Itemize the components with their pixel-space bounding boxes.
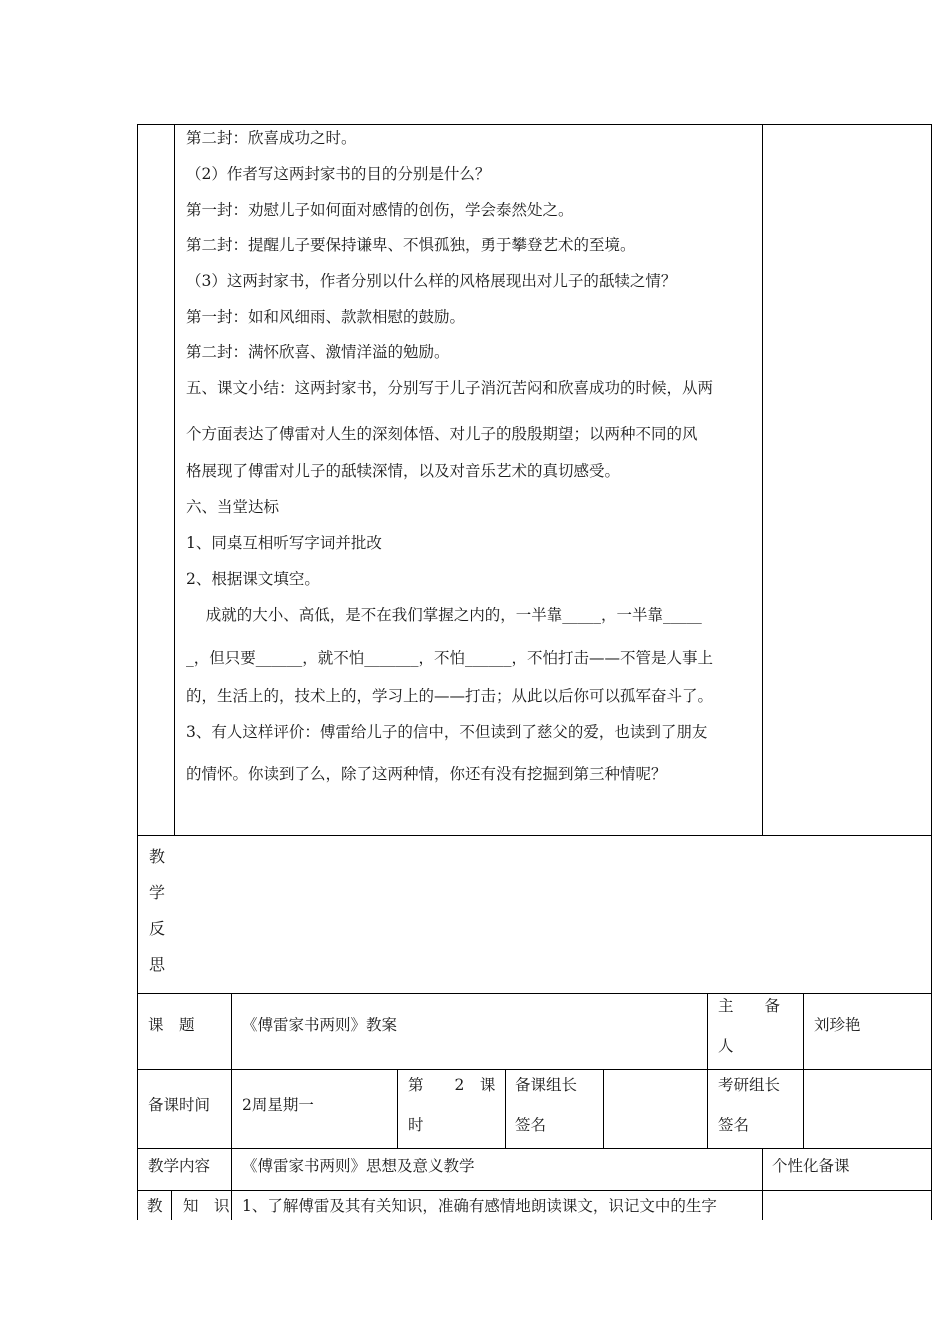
lesson-label: 第 2 课 <box>408 1076 496 1094</box>
content-line: 五、课文小结：这两封家书，分别写于儿子消沉苦闷和欣喜成功的时候，从两 <box>186 379 714 397</box>
content-line: 2、根据课文填空。 <box>186 570 320 588</box>
content-label: 教学内容 <box>148 1157 211 1175</box>
time-value: 2周星期一 <box>242 1096 314 1114</box>
knowledge-label: 知 识 <box>183 1197 230 1215</box>
content-line: 格展现了傅雷对儿子的舐犊深情，以及对音乐艺术的真切感受。 <box>186 462 621 480</box>
topic-label: 课 题 <box>148 1016 195 1034</box>
reflection-label-char: 反 <box>148 919 165 938</box>
content-line: （2）作者写这两封家书的目的分别是什么？ <box>186 165 491 183</box>
content-line: 个方面表达了傅雷对人生的深刻体悟、对儿子的殷殷期望；以两种不同的风 <box>186 425 698 443</box>
content-line: 第二封：提醒儿子要保持谦卑、不惧孤独，勇于攀登艺术的至境。 <box>186 236 636 254</box>
preparer-value: 刘珍艳 <box>814 1016 861 1034</box>
reflection-label-char: 教 <box>148 847 165 866</box>
content-line: 3、有人这样评价：傅雷给儿子的信中，不但读到了慈父的爱，也读到了朋友 <box>186 723 708 741</box>
content-line: 的情怀。你读到了么，除了这两种情，你还有没有挖掘到第三种情呢？ <box>186 765 667 783</box>
content-line: 的，生活上的，技术上的，学习上的——打击；从此以后你可以孤军奋斗了。 <box>186 687 714 705</box>
group-leader-label: 备课组长 <box>515 1076 578 1094</box>
reflection-label-char: 思 <box>148 955 165 974</box>
goal-label-char: 教 <box>147 1197 163 1215</box>
time-label: 备课时间 <box>148 1096 211 1114</box>
content-value: 《傅雷家书两则》思想及意义教学 <box>242 1157 475 1175</box>
research-leader-label-cont: 签名 <box>718 1116 750 1134</box>
content-line: 第一封：劝慰儿子如何面对感情的创伤，学会泰然处之。 <box>186 201 574 219</box>
content-line: 成就的大小、高低，是不在我们掌握之内的，一半靠_____，一半靠_____ <box>186 606 702 624</box>
group-leader-label-cont: 签名 <box>515 1116 547 1134</box>
content-line: 六、当堂达标 <box>186 498 280 516</box>
knowledge-value: 1、了解傅雷及其有关知识，准确有感情地朗读课文，识记文中的生字 <box>242 1197 717 1215</box>
preparer-label-cont: 人 <box>718 1037 734 1055</box>
reflection-label-char: 学 <box>148 883 165 902</box>
content-line: 第二封：欣喜成功之时。 <box>186 129 357 147</box>
research-leader-label: 考研组长 <box>718 1076 781 1094</box>
content-line: （3）这两封家书，作者分别以什么样的风格展现出对儿子的舐犊之情？ <box>186 272 677 290</box>
content-line: _，但只要______，就不怕_______，不怕______，不怕打击——不管是人事上 <box>186 649 714 667</box>
lesson-label-cont: 时 <box>408 1116 424 1134</box>
preparer-label: 主 备 <box>718 997 781 1015</box>
topic-value: 《傅雷家书两则》教案 <box>242 1016 398 1034</box>
content-line: 第一封：如和风细雨、款款相慰的鼓励。 <box>186 308 466 326</box>
personal-prep-label: 个性化备课 <box>772 1157 850 1175</box>
content-line: 第二封：满怀欣喜、激情洋溢的勉励。 <box>186 343 450 361</box>
content-line: 1、同桌互相听写字词并批改 <box>186 534 382 552</box>
